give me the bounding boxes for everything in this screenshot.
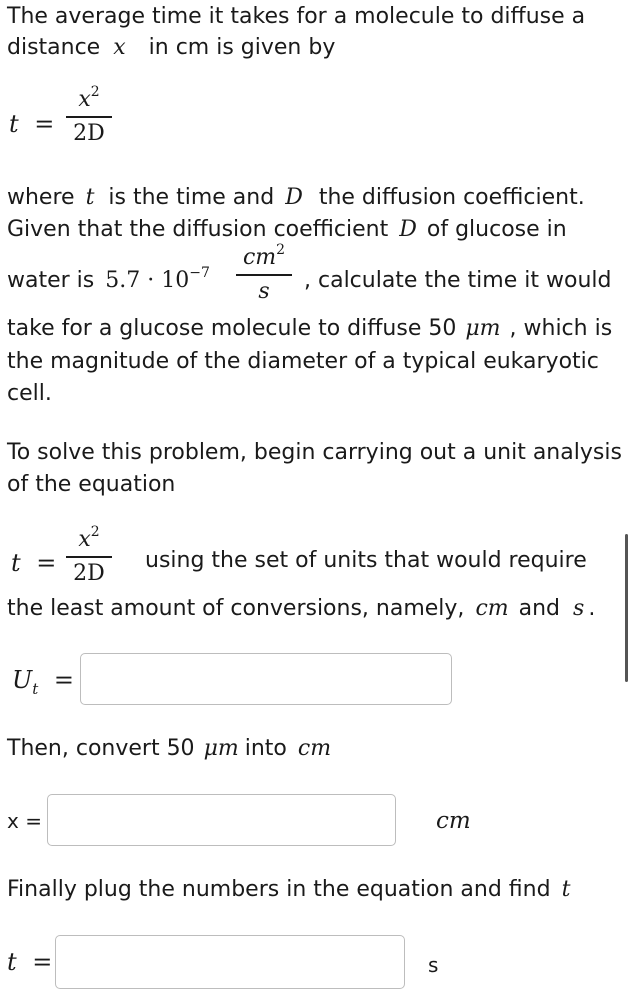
unit-s: s — [258, 278, 270, 304]
num-base: x — [78, 527, 91, 552]
p2-text: and — [518, 596, 561, 621]
p1-text: water is — [7, 268, 95, 293]
para1-line-3a — [7, 265, 210, 297]
convert-text: into — [244, 736, 287, 761]
para1-line-6: cell. — [7, 381, 52, 406]
num-exp: 2 — [90, 84, 100, 100]
formula-numerator — [66, 86, 112, 114]
para1-line-5: the magnitude of the diameter of a typical eukaryotic — [7, 349, 599, 374]
fraction-bar — [66, 116, 112, 118]
num-exp: 2 — [90, 524, 100, 540]
formula2-eq: = — [36, 549, 57, 577]
para1-line-1 — [7, 182, 585, 214]
intro-text-a: distance — [7, 35, 101, 60]
convert-text: Then, convert 50 — [7, 736, 195, 761]
finally-line — [7, 874, 570, 906]
para2-line-1: To solve this problem, begin carrying out a unit analysis — [7, 440, 622, 465]
ut-sub: t — [32, 679, 39, 698]
para2-line-2: of the equation — [7, 472, 176, 497]
convert-line — [7, 733, 331, 765]
formula2-lhs — [11, 547, 56, 579]
p1-text: the diffusion coefficient. — [318, 185, 585, 210]
formula2-fraction — [66, 526, 112, 588]
p1-text: take for a glucose molecule to diffuse 50 — [7, 316, 457, 341]
intro-line-2 — [7, 32, 335, 64]
t-unit: s — [428, 953, 439, 977]
unit-cm: cm — [297, 736, 332, 761]
t-var: t — [7, 948, 17, 976]
var-x: x — [113, 35, 126, 60]
intro-line-1: The average time it takes for a molecule to diffuse a — [7, 4, 586, 29]
para1-line-2 — [7, 214, 567, 246]
ut-label — [12, 664, 74, 705]
finally-text: Finally plug the numbers in the equation and find — [7, 877, 551, 902]
para1-line-3b: , calculate the time it would — [304, 268, 612, 293]
formula-eq: = — [34, 110, 55, 138]
fraction-bar — [236, 274, 292, 276]
p1-text: is the time and — [108, 185, 275, 210]
ut-input[interactable] — [80, 653, 452, 705]
var-t: t — [561, 877, 571, 902]
formula-t: t — [9, 110, 19, 138]
para2-line-4 — [7, 593, 595, 625]
unit-numerator — [236, 244, 292, 272]
para1-line-4 — [7, 313, 612, 345]
coefficient-exp: −7 — [189, 265, 210, 281]
t-eq: = — [32, 948, 53, 976]
x-input[interactable] — [47, 794, 396, 846]
var-t: t — [85, 185, 95, 210]
t-label — [7, 946, 52, 978]
p1-text: , which is — [509, 316, 613, 341]
fraction-bar — [66, 556, 112, 558]
var-D: D — [399, 217, 417, 242]
formula2-numerator — [66, 526, 112, 554]
formula-lhs — [9, 108, 54, 140]
formula-denominator: 2D — [73, 120, 105, 146]
intro-text-b: in cm is given by — [148, 35, 336, 60]
t-input[interactable] — [55, 935, 405, 989]
ut-base: U — [12, 666, 33, 694]
unit-cm: cm — [242, 245, 277, 270]
ut-eq: = — [53, 666, 75, 694]
formula2-t: t — [11, 549, 21, 577]
var-D: D — [285, 185, 303, 210]
formula-fraction — [66, 86, 112, 148]
p2-text: . — [588, 596, 596, 621]
para2-line-3: using the set of units that would require — [145, 548, 587, 573]
unit-um: μm — [203, 736, 239, 761]
num-base: x — [78, 87, 91, 112]
coefficient: 5.7 · 10 — [105, 268, 190, 293]
unit-s: s — [573, 596, 585, 621]
p1-text: of glucose in — [426, 217, 567, 242]
p1-text: where — [7, 185, 75, 210]
x-unit: cm — [436, 808, 471, 834]
unit-fraction — [236, 244, 292, 306]
unit-cm: cm — [475, 596, 509, 621]
p2-text: the least amount of conversions, namely, — [7, 596, 465, 621]
unit-exp: 2 — [276, 242, 286, 258]
p1-text: Given that the diffusion coefficient — [7, 217, 389, 242]
formula2-denominator: 2D — [73, 560, 105, 586]
x-label: x = — [7, 809, 42, 833]
unit-um: μm — [465, 316, 501, 341]
